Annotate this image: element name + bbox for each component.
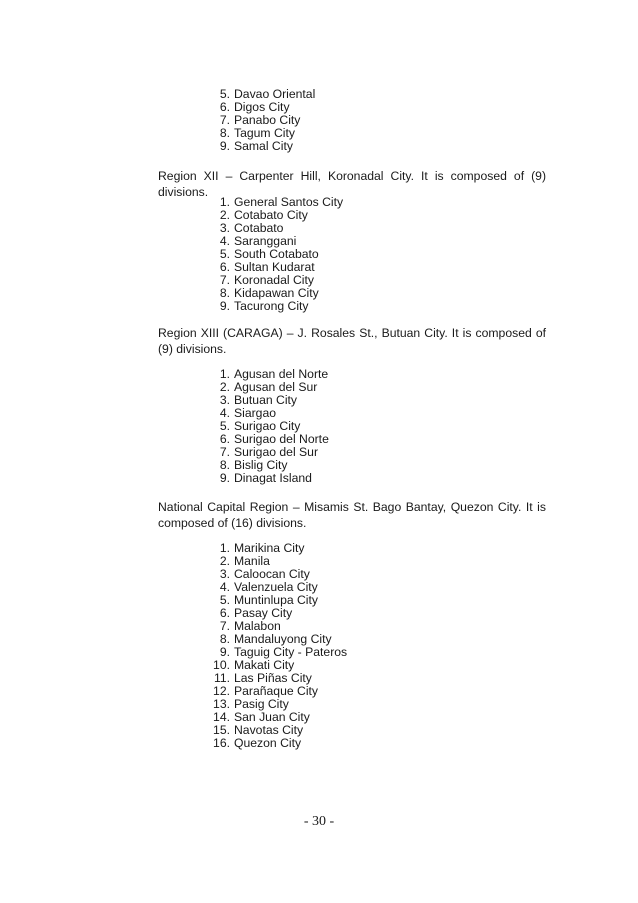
list-item-number: 14. [213, 710, 230, 724]
list-item-number: 9. [219, 645, 230, 659]
list-item-text: San Juan City [234, 710, 310, 724]
list-item-text: Agusan del Norte [234, 367, 329, 381]
list-item-text: Surigao del Norte [234, 432, 329, 446]
list-item-number: 6. [219, 432, 230, 446]
list-item-number: 2. [219, 208, 230, 222]
list-item-text: Dinagat Island [234, 471, 312, 485]
list-item-number: 5. [219, 419, 230, 433]
list-item-text: Butuan City [234, 393, 298, 407]
list-item-number: 5. [219, 593, 230, 607]
list-item-number: 3. [219, 567, 230, 581]
list-item-number: 9. [219, 471, 230, 485]
list-item-number: 1. [219, 541, 230, 555]
list-item-number: 6. [219, 100, 230, 114]
list-item-number: 1. [219, 195, 230, 209]
region-xi-divisions-list [200, 88, 315, 153]
region-xii-paragraph: Region XII – Carpenter Hill, Koronadal City. It is composed of (9) divisions. [158, 169, 546, 199]
list-item-text: Tagum City [234, 126, 295, 140]
ncr-divisions-list [200, 542, 347, 750]
list-item-number: 10. [213, 658, 230, 672]
list-item-text: Davao Oriental [234, 87, 316, 101]
list-item-text: Manila [234, 554, 270, 568]
list-item-text: South Cotabato [234, 247, 319, 261]
list-item-number: 5. [219, 247, 230, 261]
list-item-text: General Santos City [234, 195, 344, 209]
list-item-number: 1. [219, 367, 230, 381]
list-item-text: Caloocan City [234, 567, 310, 581]
list-item-text: Cotabato City [234, 208, 308, 222]
list-item-text: Siargao [234, 406, 277, 420]
list-item-text: Cotabato [234, 221, 284, 235]
list-item-text: Muntinlupa City [234, 593, 318, 607]
list-item-number: 13. [213, 697, 230, 711]
list-item [200, 140, 315, 153]
list-item-text: Navotas City [234, 723, 304, 737]
list-item-number: 3. [219, 221, 230, 235]
list-item-number: 7. [219, 619, 230, 633]
list-item [200, 300, 343, 313]
list-item [200, 737, 347, 750]
list-item-number: 6. [219, 260, 230, 274]
list-item-text: Samal City [234, 139, 293, 153]
list-item-text: Digos City [234, 100, 290, 114]
list-item-text: Pasay City [234, 606, 293, 620]
list-item-text: Kidapawan City [234, 286, 319, 300]
list-item-number: 8. [219, 286, 230, 300]
list-item-text: Marikina City [234, 541, 305, 555]
list-item-text: Pasig City [234, 697, 289, 711]
list-item-text: Quezon City [234, 736, 302, 750]
list-item-text: Parañaque City [234, 684, 319, 698]
ncr-paragraph: National Capital Region – Misamis St. Bago Bantay, Quezon City. It is composed of (16) divisions. [158, 500, 546, 530]
list-item-number: 7. [219, 445, 230, 459]
list-item-number: 5. [219, 87, 230, 101]
list-item-number: 8. [219, 126, 230, 140]
list-item-text: Taguig City - Pateros [234, 645, 348, 659]
list-item-number: 12. [213, 684, 230, 698]
list-item-number: 7. [219, 273, 230, 287]
region-xiii-divisions-list [200, 368, 329, 485]
region-xiii-paragraph: Region XIII (CARAGA) – J. Rosales St., Butuan City. It is composed of (9) divisions. [158, 326, 546, 356]
list-item-number: 16. [213, 736, 230, 750]
list-item-number: 6. [219, 606, 230, 620]
list-item-text: Sultan Kudarat [234, 260, 315, 274]
list-item-number: 4. [219, 406, 230, 420]
list-item-text: Surigao City [234, 419, 301, 433]
list-item-text: Agusan del Sur [234, 380, 318, 394]
list-item-number: 15. [213, 723, 230, 737]
list-item-text: Valenzuela City [234, 580, 318, 594]
list-item-text: Koronadal City [234, 273, 314, 287]
list-item-number: 4. [219, 580, 230, 594]
list-item-number: 2. [219, 380, 230, 394]
list-item-number: 9. [219, 139, 230, 153]
list-item-text: Panabo City [234, 113, 301, 127]
list-item-number: 8. [219, 632, 230, 646]
list-item-number: 8. [219, 458, 230, 472]
list-item [200, 472, 329, 485]
list-item-text: Malabon [234, 619, 281, 633]
list-item-text: Mandaluyong City [234, 632, 332, 646]
list-item-text: Bislig City [234, 458, 288, 472]
list-item-number: 3. [219, 393, 230, 407]
region-xii-divisions-list [200, 196, 343, 313]
list-item-number: 9. [219, 299, 230, 313]
list-item-text: Tacurong City [234, 299, 309, 313]
list-item-number: 4. [219, 234, 230, 248]
list-item-text: Surigao del Sur [234, 445, 319, 459]
list-item-text: Saranggani [234, 234, 297, 248]
list-item-text: Makati City [234, 658, 295, 672]
list-item-number: 2. [219, 554, 230, 568]
list-item-number: 7. [219, 113, 230, 127]
list-item-number: 11. [213, 671, 230, 685]
list-item-text: Las Piñas City [234, 671, 312, 685]
page-number: - 30 - [303, 814, 335, 829]
